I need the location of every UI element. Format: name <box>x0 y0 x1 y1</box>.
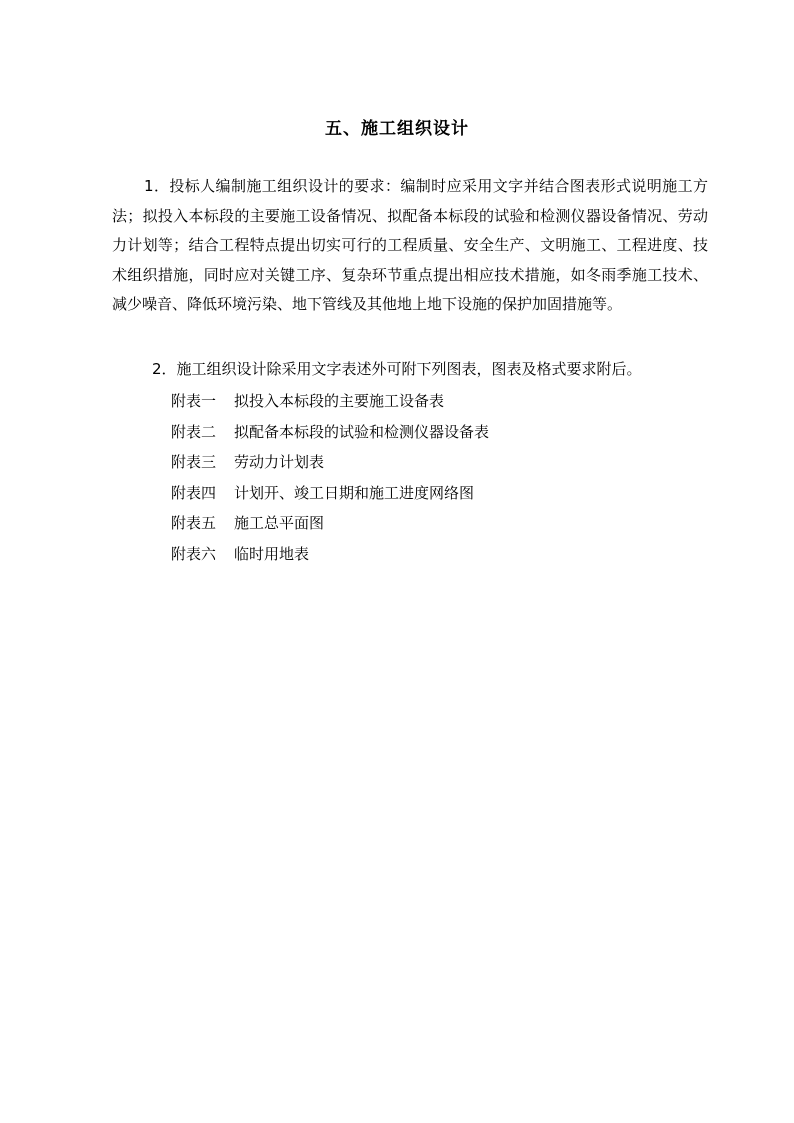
appendix-item <box>171 417 489 448</box>
appendix-label: 附表四 <box>171 483 217 502</box>
appendix-item <box>171 508 489 539</box>
appendix-label: 附表六 <box>171 544 217 563</box>
appendix-text: 计划开、竣工日期和施工进度网络图 <box>234 483 475 502</box>
appendix-list <box>171 386 489 569</box>
appendix-label: 附表五 <box>171 514 217 532</box>
appendix-text: 拟投入本标段的主要施工设备表 <box>234 392 445 410</box>
appendix-text: 施工总平面图 <box>234 514 325 532</box>
appendix-label: 附表一 <box>171 392 217 410</box>
appendix-text: 拟配备本标段的试验和检测仪器设备表 <box>234 422 490 441</box>
appendix-label: 附表三 <box>171 453 217 471</box>
appendix-item <box>171 386 489 417</box>
section-title: 五、施工组织设计 <box>325 119 469 139</box>
appendix-text: 临时用地表 <box>234 544 310 563</box>
requirements-paragraph: 1．投标人编制施工组织设计的要求：编制时应采用文字并结合图表形式说明施工方法；拟投入本标段的主要施工设备情况、拟配备本标段的试验和检测仪器设备情况、劳动力计划等；结合工程特点提出切实可行的工程质量、安全生产、文明施工、工程进度、技术组织措施，同时应对关键工序、复杂环节重点提出相应技术措施，如冬雨季施工技术、减少噪音、降低环境污染、地下管线及其他地上地下设施的保护加固措施等。 <box>112 177 708 313</box>
appendix-intro-paragraph: 2．施工组织设计除采用文字表述外可附下列图表，图表及格式要求附后。 <box>152 360 642 378</box>
appendix-item <box>171 447 489 478</box>
appendix-item <box>171 478 489 509</box>
appendix-text: 劳动力计划表 <box>234 453 325 471</box>
appendix-label: 附表二 <box>171 422 217 441</box>
appendix-item <box>171 539 489 570</box>
